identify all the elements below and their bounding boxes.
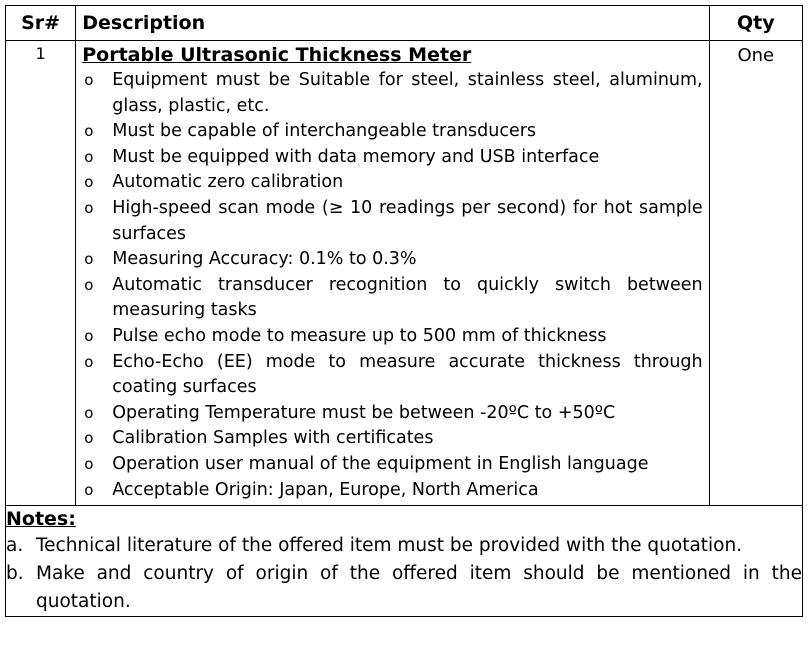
spec-item (82, 68, 702, 119)
item-qty: One (709, 41, 802, 506)
spec-text: Operation user manual of the equipment in English language (112, 453, 649, 474)
spec-item (82, 196, 702, 247)
header-description: Description (76, 6, 709, 41)
spec-item (82, 170, 702, 196)
note-marker: b. (6, 563, 24, 585)
bullet-marker: o (84, 454, 94, 473)
bullet-marker: o (84, 352, 94, 371)
spec-text: Acceptable Origin: Japan, Europe, North America (112, 479, 539, 500)
spec-text: Must be capable of interchangeable transducers (112, 121, 537, 142)
note-marker: a. (6, 535, 24, 557)
bullet-marker: o (84, 250, 94, 269)
bullet-marker: o (84, 403, 94, 422)
specification-table (5, 5, 803, 617)
note-item (6, 560, 802, 616)
notes-cell (6, 506, 803, 617)
spec-item (82, 145, 702, 171)
spec-text: Automatic zero calibration (112, 172, 344, 193)
spec-item (82, 401, 702, 427)
spec-text: Calibration Samples with certificates (112, 428, 434, 449)
spec-item (82, 273, 702, 324)
spec-text: Pulse echo mode to measure up to 500 mm of thickness (112, 325, 607, 346)
spec-item (82, 324, 702, 350)
bullet-marker: o (84, 326, 94, 345)
spec-text: Operating Temperature must be between -20ºC to +50ºC (112, 402, 616, 423)
note-item (6, 532, 802, 560)
spec-text: Must be equipped with data memory and USB interface (112, 146, 600, 167)
notes-list (6, 532, 802, 616)
spec-item (82, 119, 702, 145)
note-text: Make and country of origin of the offered item should be mentioned in the quotation. (36, 563, 802, 613)
bullet-marker: o (84, 198, 94, 217)
spec-item (82, 452, 702, 478)
header-qty: Qty (709, 6, 802, 41)
bullet-marker: o (84, 429, 94, 448)
spec-item (82, 350, 702, 401)
spec-text: High-speed scan mode (≥ 10 readings per second) for hot sample surfaces (112, 197, 703, 244)
notes-title: Notes: (6, 508, 76, 531)
spec-list (82, 68, 702, 503)
bullet-marker: o (84, 71, 94, 89)
header-row (6, 6, 803, 41)
spec-item (82, 247, 702, 273)
bullet-marker: o (84, 275, 94, 294)
spec-text: Automatic transducer recognition to quickly switch between measuring tasks (112, 274, 703, 321)
bullet-marker: o (84, 480, 94, 499)
spec-text: Equipment must be Suitable for steel, stainless steel, aluminum, glass, plastic, etc. (112, 70, 703, 116)
bullet-marker: o (84, 173, 94, 192)
notes-row (6, 506, 803, 617)
bullet-marker: o (84, 147, 94, 166)
spec-item (82, 426, 702, 452)
item-sr: 1 (6, 41, 76, 506)
item-title: Portable Ultrasonic Thickness Meter (82, 44, 472, 66)
spec-item (82, 478, 702, 504)
item-description (76, 41, 709, 506)
note-text: Technical literature of the offered item must be provided with the quotation. (36, 535, 743, 557)
table-row (6, 41, 803, 506)
spec-text: Measuring Accuracy: 0.1% to 0.3% (112, 249, 417, 270)
header-sr: Sr# (6, 6, 76, 41)
spec-text: Echo-Echo (EE) mode to measure accurate thickness through coating surfaces (112, 351, 703, 398)
bullet-marker: o (84, 122, 94, 141)
